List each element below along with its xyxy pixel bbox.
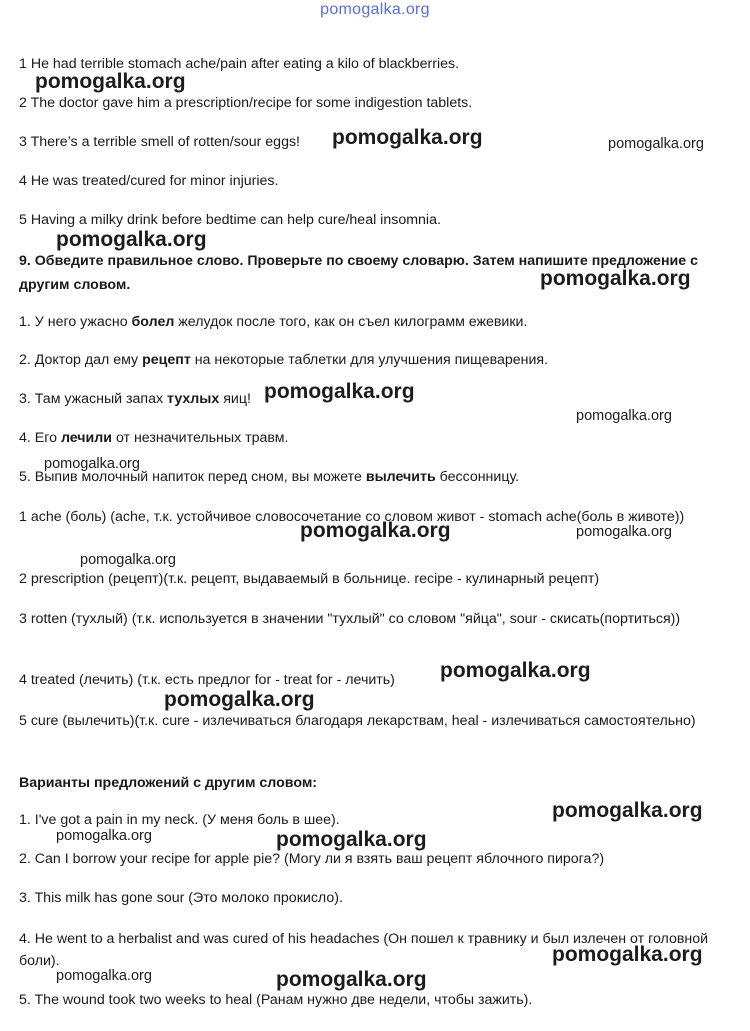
- english-sentence-1: 1 He had terrible stomach ache/pain after eating a kilo of blackberries.: [19, 56, 460, 72]
- watermark: pomogalka.org: [552, 799, 703, 822]
- translation-3-pre: 3. Там ужасный запах: [19, 391, 168, 407]
- translation-1-pre: 1. У него ужасно: [19, 314, 132, 330]
- translation-5-pre: 5. Выпив молочный напиток перед сном, вы можете: [19, 469, 366, 485]
- watermark: pomogalka.org: [35, 70, 186, 93]
- watermark-small: pomogalka.org: [576, 524, 672, 540]
- watermark-small: pomogalka.org: [80, 552, 176, 568]
- translation-2-post: на некоторые таблетки для улучшения пищеварения.: [190, 352, 549, 368]
- english-sentence-5: 5 Having a milky drink before bedtime can help cure/heal insomnia.: [19, 212, 441, 228]
- watermark: pomogalka.org: [332, 126, 483, 149]
- translation-5-bold: вылечить: [365, 469, 436, 485]
- translation-5-post: бессонницу.: [435, 469, 520, 485]
- variant-4: 4. He went to a herbalist and was cured of his headaches (Он пошел к травнику и был излечен от головной боли).: [19, 931, 709, 969]
- english-sentence-2: 2 The doctor gave him a prescription/recipe for some indigestion tablets.: [19, 95, 473, 111]
- translation-3-bold: тухлых: [167, 391, 220, 407]
- watermark: pomogalka.org: [56, 228, 207, 251]
- watermark-small: pomogalka.org: [608, 136, 704, 152]
- answer-3: 3 rotten (тухлый) (т.к. используется в значении "тухлый" со словом "яйца", sour - скисать(портиться)): [19, 611, 681, 627]
- translation-4-post: от незначительных травм.: [112, 430, 289, 446]
- variant-5: 5. The wound took two weeks to heal (Ранам нужно две недели, чтобы зажить).: [19, 992, 533, 1008]
- english-sentence-3: 3 There’s a terrible smell of rotten/sour eggs!: [19, 134, 300, 150]
- watermark-small: pomogalka.org: [56, 828, 152, 844]
- translation-4: [19, 428, 288, 448]
- translation-2-bold: рецепт: [142, 352, 191, 368]
- watermark: pomogalka.org: [164, 688, 315, 711]
- watermark-small: pomogalka.org: [44, 456, 140, 472]
- english-sentence-4: 4 He was treated/cured for minor injuries.: [19, 173, 279, 189]
- watermark: pomogalka.org: [440, 659, 591, 682]
- answer-4: 4 treated (лечить) (т.к. есть предлог for - treat for - лечить): [19, 672, 395, 688]
- translation-4-pre: 4. Его: [19, 430, 61, 446]
- header-watermark[interactable]: pomogalka.org: [320, 1, 430, 18]
- translation-1-bold: болел: [131, 314, 175, 330]
- answer-2: 2 prescription (рецепт)(т.к. рецепт, выдаваемый в больнице. recipe - кулинарный рецепт): [19, 571, 600, 587]
- translation-3: [19, 389, 251, 409]
- watermark: pomogalka.org: [264, 380, 415, 403]
- watermark-small: pomogalka.org: [56, 968, 152, 984]
- variant-3: 3. This milk has gone sour (Это молоко прокисло).: [19, 890, 343, 906]
- watermark: pomogalka.org: [276, 828, 427, 851]
- answer-5: 5 cure (вылечить)(т.к. cure - излечиваться благодаря лекарствам, heal - излечиваться самостоятельно): [19, 713, 696, 729]
- variant-1: 1. I've got a pain in my neck. (У меня боль в шее).: [19, 812, 340, 828]
- task9-heading: 9. Обведите правильное слово. Проверьте по своему словарю. Затем напишите предложение с другим словом.: [19, 253, 698, 293]
- watermark: pomogalka.org: [540, 267, 691, 290]
- watermark-small: pomogalka.org: [576, 408, 672, 424]
- translation-4-bold: лечили: [60, 430, 112, 446]
- watermark: pomogalka.org: [300, 519, 451, 542]
- translation-2-pre: 2. Доктор дал ему: [19, 352, 143, 368]
- variant-2: 2. Can I borrow your recipe for apple pie? (Могу ли я взять ваш рецепт яблочного пирога?): [19, 851, 605, 867]
- translation-1: [19, 312, 527, 332]
- answer-1: 1 ache (боль) (ache, т.к. устойчивое словосочетание со словом живот - stomach ache(боль в животе)): [19, 509, 685, 525]
- translation-2: [19, 350, 548, 370]
- variants-heading: Варианты предложений с другим словом:: [19, 775, 318, 791]
- translation-3-post: яиц!: [219, 391, 251, 407]
- watermark: pomogalka.org: [276, 968, 427, 991]
- watermark: pomogalka.org: [552, 943, 703, 966]
- translation-1-post: желудок после того, как он съел килограмм ежевики.: [174, 314, 528, 330]
